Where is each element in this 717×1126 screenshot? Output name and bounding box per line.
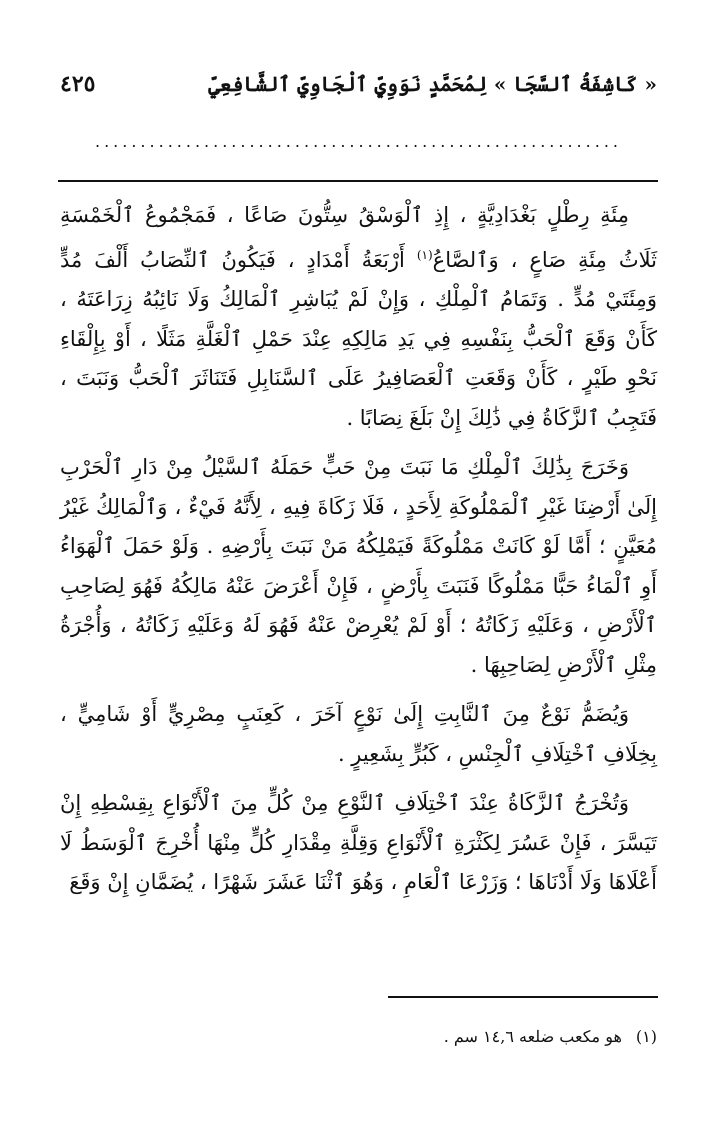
paragraph (60, 448, 657, 685)
paragraph-text: مِئَةِ رِطْلٍ بَغْدَادِيَّةٍ ، إِذِ ٱلْوَسْقُ سِتُّونَ صَاعًا ، فَمَجْمُوعُ ٱلْخَمْسَةِ ثَلَاثُ مِئَةِ صَاعٍ ، وَٱلصَّاعُ (60, 203, 657, 272)
footnote-text: هو مكعب ضلعه ١٤,٦ سم . (443, 1027, 622, 1046)
running-title: « كَاشِفَةُ ٱلسَّجَا » لِمُحَمَّدٍ نَوَوِيٍّ ٱلْجَاوِيِّ ٱلشَّافِعِيِّ (208, 72, 657, 96)
paragraph (60, 196, 657, 438)
paragraph-text: وَيُضَمُّ نَوْعٌ مِنَ ٱلنَّابِتِ إِلَىٰ نَوْعٍ آخَرَ ، كَعِنَبٍ مِصْرِيٍّ أَوْ شَامِيٍّ ، بِخِلَافِ ٱخْتِلَافِ ٱلْجِنْسِ ، كَبُرٍّ بِشَعِيرٍ . (60, 702, 657, 766)
page-number: ٤٢٥ (60, 71, 96, 97)
paragraph (60, 784, 657, 903)
footnote-rule (388, 996, 658, 998)
paragraph-text: أَرْبَعَةُ أَمْدَادٍ ، فَيَكُونُ ٱلنِّصَابُ أَلْفَ مُدٍّ وَمِئَتَيْ مُدٍّ . وَتَمَامُ ٱلْمِلْكِ ، وَإِنْ لَمْ يُبَاشِرِ ٱلْمَالِكُ وَلَا نَائِبُهُ زِرَاعَتَهُ ، كَأَنْ وَقَعَ ٱلْحَبُّ بِنَفْسِهِ فِي يَدِ مَالِكِهِ عِنْدَ حَمْلِ ٱلْغَلَّةِ مَثَلًا ، أَوْ بِإِلْقَاءِ نَحْوِ طَيْرٍ ، كَأَنْ وَقَعَتِ ٱلْعَصَافِيرُ عَلَى ٱلسَّنَابِلِ فَتَنَاثَرَ ٱلْحَبُّ وَنَبَتَ ، فَتَجِبُ ٱلزَّكَاةُ فِي ذَٰلِكَ إِنْ بَلَغَ نِصَابًا . (60, 247, 657, 430)
main-text (60, 196, 657, 903)
footnote-reference: (١) (416, 247, 433, 262)
paragraph (60, 695, 657, 774)
footnote-marker: (١) (635, 1027, 657, 1046)
paragraph-text: وَخَرَجَ بِذَٰلِكَ ٱلْمِلْكِ مَا نَبَتَ مِنْ حَبٍّ حَمَلَهُ ٱلسَّيْلُ مِنْ دَارِ ٱلْحَرْبِ إِلَىٰ أَرْضِنَا غَيْرِ ٱلْمَمْلُوكَةِ لِأَحَدٍ ، فَلَا زَكَاةَ فِيهِ ، لِأَنَّهُ فَيْءٌ ، وَٱلْمَالِكُ غَيْرُ مُعَيَّنٍ ؛ أَمَّا لَوْ كَانَتْ مَمْلُوكَةً فَيَمْلِكُهُ مَنْ نَبَتَ بِأَرْضِهِ . وَلَوْ حَمَلَ ٱلْهَوَاءُ أَوِ ٱلْمَاءُ حَبًّا مَمْلُوكًا فَنَبَتَ بِأَرْضٍ ، فَإِنْ أَعْرَضَ عَنْهُ مَالِكُهُ فَهُوَ لِصَاحِبِ ٱلْأَرْضِ ، وَعَلَيْهِ زَكَاتُهُ ؛ أَوْ لَمْ يُعْرِضْ عَنْهُ فَهُوَ لَهُ وَعَلَيْهِ زَكَاتُهُ ، وَأُجْرَةُ مِثْلِ ٱلْأَرْضِ لِصَاحِبِهَا . (60, 455, 657, 677)
ellipsis-separator: .......................................................... (95, 132, 622, 151)
header-rule (58, 180, 658, 182)
paragraph-text: وَتُخْرَجُ ٱلزَّكَاةُ عِنْدَ ٱخْتِلَافِ ٱلنَّوْعِ مِنْ كُلٍّ مِنَ ٱلْأَنْوَاعِ بِقِسْطِهِ إِنْ تَيَسَّرَ ، فَإِنْ عَسُرَ لِكَثْرَةِ ٱلْأَنْوَاعِ وَقِلَّةِ مِقْدَارِ كُلٍّ مِنْهَا أُخْرِجَ ٱلْوَسَطُ لَا أَعْلَاهَا وَلَا أَدْنَاهَا ؛ وَزَرْعَا ٱلْعَامِ ، وَهُوَ ٱثْنَا عَشَرَ شَهْرًا ، يُضَمَّانِ إِنْ وَقَعَ (60, 791, 657, 894)
running-header (60, 62, 657, 106)
footnote (60, 1026, 657, 1048)
